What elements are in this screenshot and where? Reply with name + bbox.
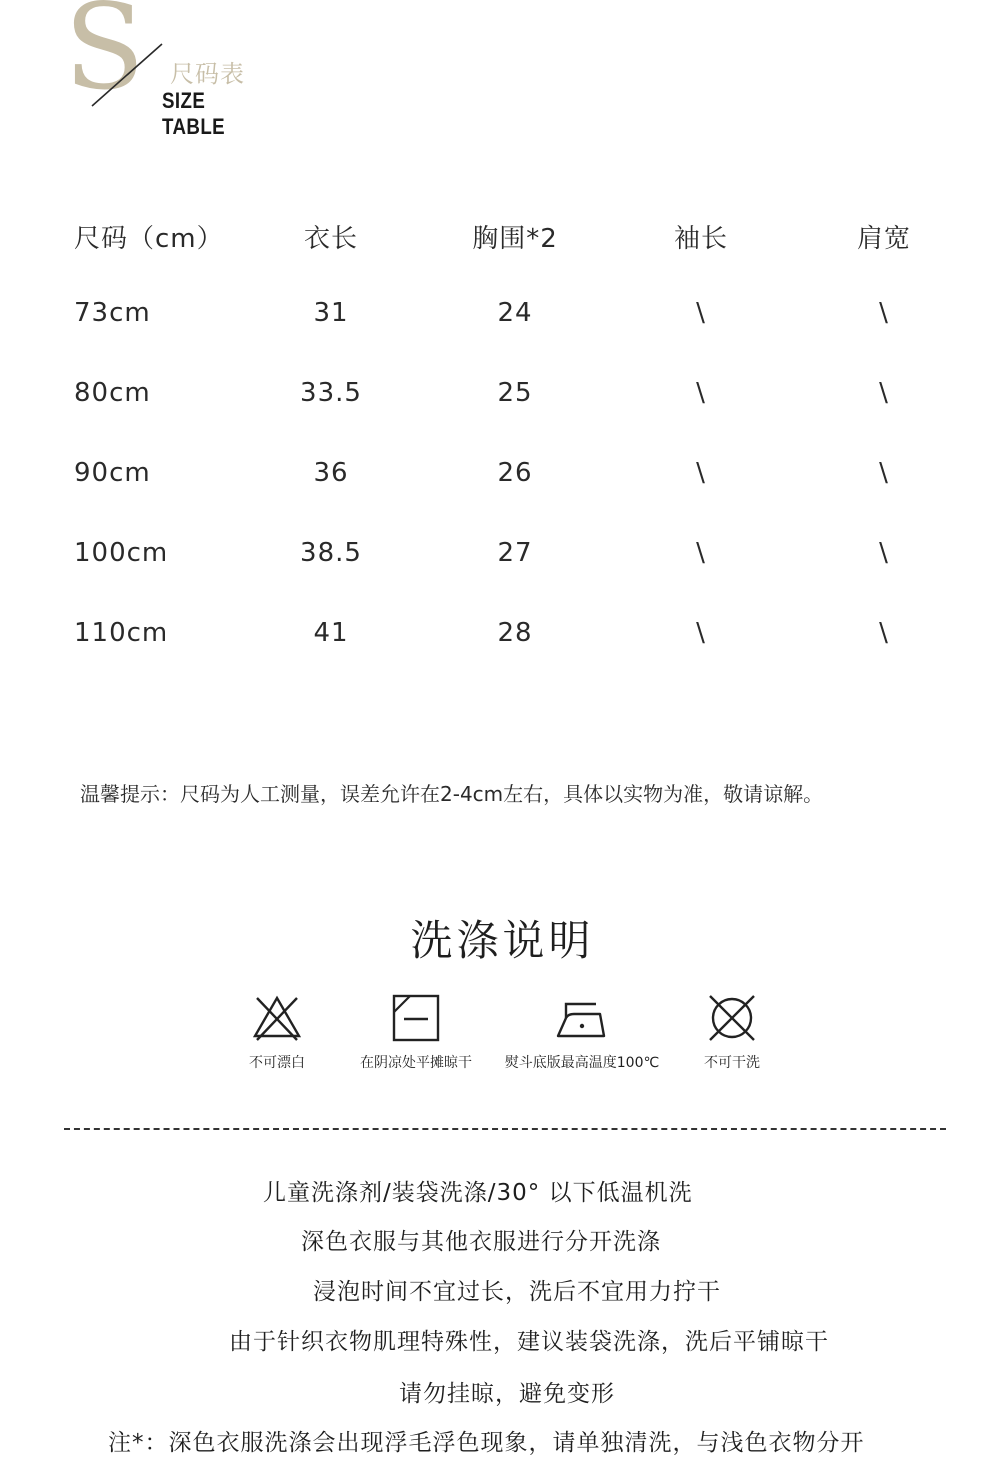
care-label: 熨斗底版最高温度100℃ [504,1055,660,1071]
table-cell: \ [696,538,706,568]
care-item-iron [494,992,670,1072]
table-cell: 38.5 [300,538,362,568]
washing-note: 注*：深色衣服洗涤会出现浮毛浮色现象，请单独清洗，与浅色衣物分开 [108,1430,865,1456]
table-cell: 110cm [74,618,169,648]
care-item-dry-flat-shade [346,992,486,1072]
table-cell: \ [696,458,706,488]
table-cell: \ [879,378,889,408]
table-cell: 80cm [74,378,151,408]
dashed-divider [64,1128,946,1130]
table-row [0,440,1005,520]
table-cell: \ [696,618,706,648]
table-cell: 36 [313,458,349,488]
washing-note: 由于针织衣物肌理特殊性，建议装袋洗涤，洗后平铺晾干 [229,1329,829,1355]
table-row [0,520,1005,600]
care-item-no-dry-clean [690,992,774,1072]
washing-title: 洗涤说明 [410,916,595,965]
logo-title-en: SIZE TABLE [162,88,226,139]
table-cell: 24 [497,298,533,328]
table-cell: 31 [313,298,349,328]
table-cell: \ [696,378,706,408]
iron-icon [552,992,612,1044]
column-header-length: 衣长 [303,224,359,254]
washing-note: 儿童洗涤剂/装袋洗涤/30° 以下低温机洗 [263,1180,693,1206]
size-table [0,200,1005,680]
column-header-chest: 胸围*2 [472,224,558,254]
table-cell: \ [879,298,889,328]
table-cell: 28 [497,618,533,648]
table-cell: 33.5 [300,378,362,408]
table-cell: 25 [497,378,533,408]
washing-note: 深色衣服与其他衣服进行分开洗涤 [301,1229,661,1255]
table-cell: \ [696,298,706,328]
washing-note: 浸泡时间不宜过长，洗后不宜用力拧干 [313,1279,721,1305]
table-cell: \ [879,458,889,488]
care-item-no-bleach [235,992,319,1072]
table-row [0,600,1005,680]
table-cell: 100cm [74,538,169,568]
column-header-sleeve: 袖长 [673,224,729,254]
column-header-size: 尺码（cm） [74,224,224,254]
measurement-tip: 温馨提示：尺码为人工测量，误差允许在2-4cm左右，具体以实物为准，敬请谅解。 [80,782,824,806]
table-cell: 90cm [74,458,151,488]
no-dry-clean-icon [706,992,758,1044]
size-table-logo [62,0,282,139]
no-bleach-icon [251,992,303,1044]
table-cell: 73cm [74,298,151,328]
table-header-row [0,200,1005,280]
table-row [0,280,1005,360]
table-cell: 26 [497,458,533,488]
dry-flat-in-shade-icon [390,992,442,1044]
care-label: 不可干洗 [704,1055,760,1071]
care-label: 在阴凉处平摊晾干 [360,1055,472,1071]
logo-letter: S [64,0,145,116]
column-header-shoulder: 肩宽 [856,224,912,254]
care-label: 不可漂白 [249,1055,305,1071]
table-row [0,360,1005,440]
table-cell: 41 [313,618,349,648]
logo-title-cn: 尺码表 [170,60,245,88]
table-cell: 27 [497,538,533,568]
table-cell: \ [879,618,889,648]
table-cell: \ [879,538,889,568]
washing-note: 请勿挂晾，避免变形 [399,1381,615,1407]
